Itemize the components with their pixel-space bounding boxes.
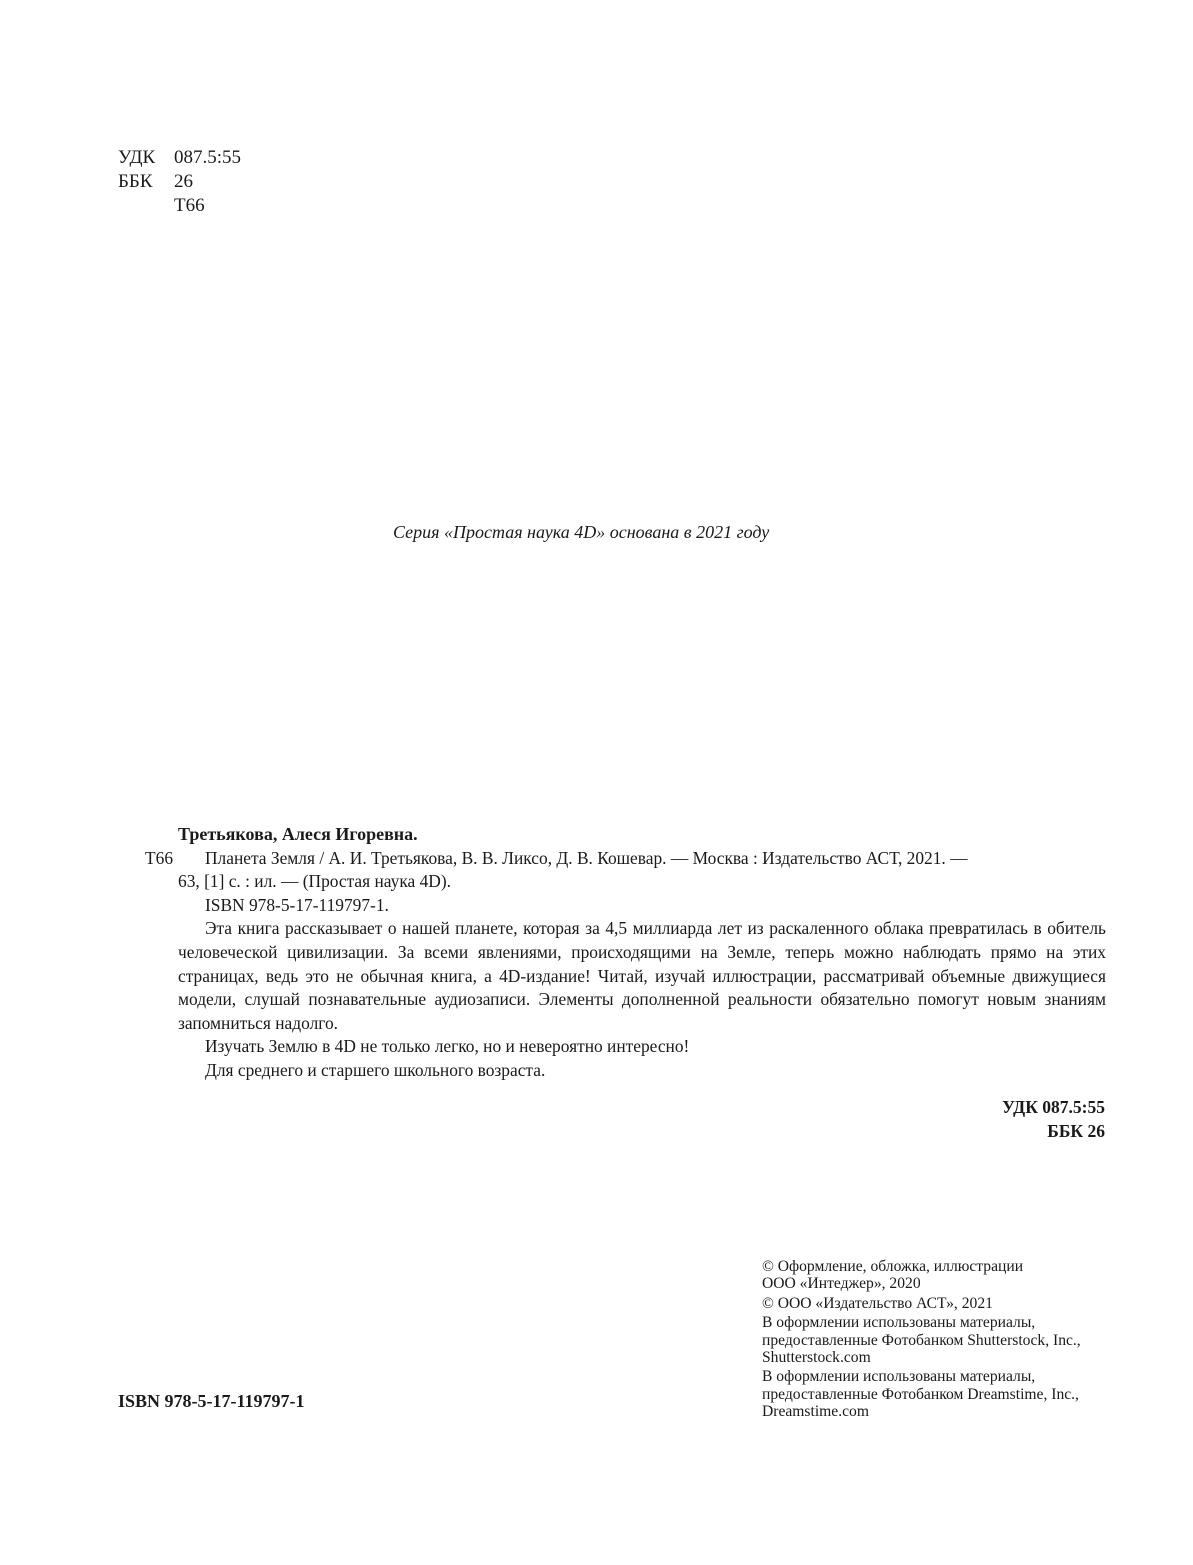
udk-bottom: УДК 087.5:55 — [1002, 1097, 1105, 1117]
copyright-design: © Оформление, обложка, иллюстрации ООО «Интеджер», 2020 — [762, 1258, 1024, 1293]
author-mark-row — [118, 194, 241, 218]
bbk-bottom: ББК 26 — [1047, 1120, 1105, 1141]
title-line-1-text: Планета Земля / А. И. Третьякова, В. В. Ликсо, Д. В. Кошевар. — Москва : Издательство АСТ, 2021. — — [205, 847, 968, 868]
annotation: Эта книга рассказывает о нашей планете, которая за 4,5 миллиарда лет из раскаленного облака превратилась в обитель человеческой цивилизации. За всеми явлениями, происходящими на Земле, теперь можно наблюдать прямо на этих страницах, ведь это не обычная книга, а 4D-издание! Читай, изучай иллюстрации, рассматривай объемные движущиеся модели, слушай познавательные аудиозаписи. Элементы дополненной реальности обязательно помогут новым знаниям запомниться надолго. — [178, 918, 1106, 1033]
bbk-row — [118, 170, 241, 194]
annotation-2: Изучать Землю в 4D не только легко, но и невероятно интересно! — [205, 1036, 690, 1057]
author-heading: Третьякова, Алеся Игоревна. — [178, 824, 418, 844]
bbk-label: ББК — [118, 171, 153, 192]
bibliographic-record — [118, 823, 1106, 1083]
bbk-value: 26 — [174, 171, 193, 192]
isbn-bottom: ISBN 978-5-17-119797-1 — [118, 1391, 305, 1411]
title-line-1 — [118, 847, 1106, 871]
udk-value: 087.5:55 — [174, 147, 242, 168]
udk-label: УДК — [118, 147, 156, 168]
classification-top — [118, 146, 241, 218]
isbn-line: ISBN 978-5-17-119797-1. — [205, 894, 389, 915]
copyright-publisher: © ООО «Издательство АСТ», 2021 — [762, 1294, 993, 1312]
author-mark-top: Т66 — [174, 195, 205, 216]
udk-row — [118, 146, 241, 170]
credit-shutterstock: В оформлении использованы материалы, предоставленные Фотобанком Shutterstock, Inc., Shutterstock.com — [762, 1314, 1081, 1367]
title-line-2: 63, [1] с. : ил. — (Простая наука 4D). — [178, 871, 451, 892]
credit-dreamstime: В оформлении использованы материалы, предоставленные Фотобанком Dreamstime, Inc., Dreamstime.com — [762, 1368, 1079, 1421]
author-mark: Т66 — [145, 847, 174, 868]
audience-line: Для среднего и старшего школьного возраста. — [205, 1059, 546, 1080]
classification-bottom — [1002, 1096, 1105, 1143]
series-note: Серия «Простая наука 4D» основана в 2021 году — [393, 522, 770, 542]
copyright-block — [762, 1258, 1122, 1423]
